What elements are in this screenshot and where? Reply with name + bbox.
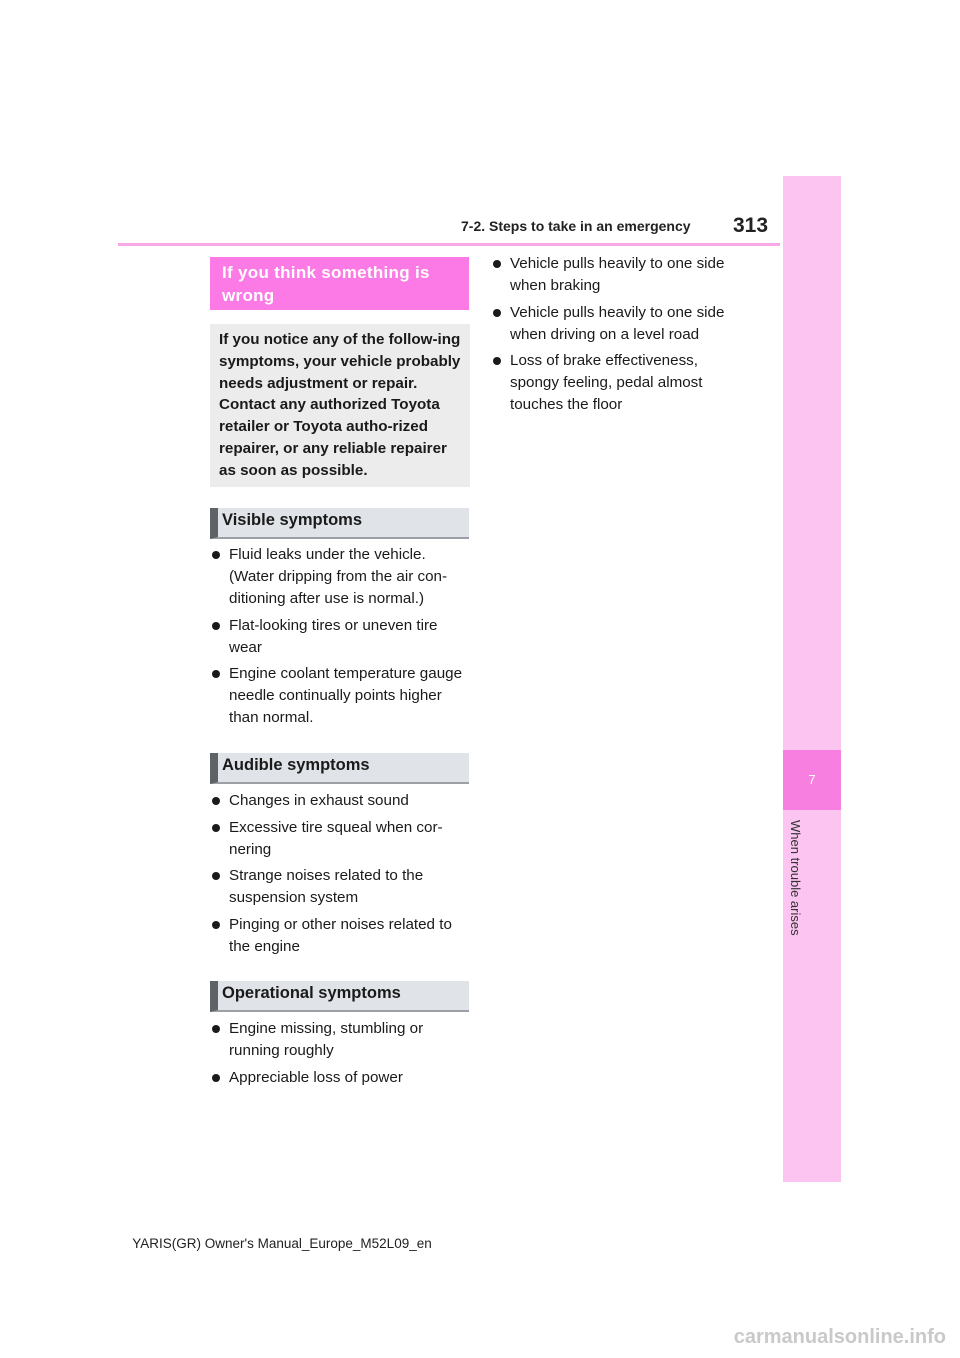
bullet-icon	[212, 872, 220, 880]
bullet-icon	[493, 309, 501, 317]
list-item	[210, 790, 466, 812]
watermark: carmanualsonline.info	[733, 1326, 946, 1348]
list-item	[210, 914, 466, 958]
list-item-text: Fluid leaks under the vehicle. (Water dripping from the air con-ditioning after use is normal.)	[229, 546, 448, 607]
visible-symptoms-heading: Visible symptoms	[210, 508, 469, 539]
list-item	[210, 544, 466, 610]
operational-symptoms-list-continued	[491, 253, 743, 421]
operational-symptoms-heading: Operational symptoms	[210, 981, 469, 1012]
bullet-icon	[212, 1074, 220, 1082]
section-heading: If you think something is wrong	[222, 263, 430, 305]
list-item	[210, 615, 466, 659]
chapter-number: 7	[808, 772, 816, 787]
operational-symptoms-list	[210, 1018, 466, 1093]
list-item-text: Engine missing, stumbling or running roughly	[229, 1020, 424, 1059]
bullet-icon	[212, 1025, 220, 1033]
bullet-icon	[212, 670, 220, 678]
section-title: 7-2. Steps to take in an emergency	[461, 218, 691, 234]
header-rule	[118, 243, 780, 246]
manual-id-footer: YARIS(GR) Owner's Manual_Europe_M52L09_en	[132, 1236, 432, 1251]
list-item	[210, 1018, 466, 1062]
audible-symptoms-heading: Audible symptoms	[210, 753, 469, 784]
notice-text: If you notice any of the follow-ing symptoms, your vehicle probably needs adjustment or repair. Contact any authorized Toyota retailer or Toyota autho-rized repairer, or any reliable repairer as soon as possible.	[219, 331, 461, 479]
list-item-text: Appreciable loss of power	[229, 1068, 403, 1086]
audible-symptoms-list	[210, 790, 466, 962]
bullet-icon	[212, 551, 220, 559]
list-item	[491, 302, 743, 346]
bullet-icon	[493, 357, 501, 365]
list-item	[210, 817, 466, 861]
list-item-text: Loss of brake effectiveness, spongy feeling, pedal almost touches the floor	[510, 352, 703, 413]
list-item	[491, 350, 743, 416]
chapter-label: When trouble arises	[788, 820, 803, 936]
notice-box	[210, 324, 470, 487]
list-item	[210, 1067, 466, 1089]
list-item-text: Strange noises related to the suspension system	[229, 867, 424, 906]
page-number: 313	[733, 214, 769, 237]
list-item-text: Vehicle pulls heavily to one side when driving on a level road	[510, 303, 725, 343]
bullet-icon	[493, 260, 501, 268]
bullet-icon	[212, 921, 220, 929]
side-tab-strip	[783, 176, 841, 1182]
list-item-text: Changes in exhaust sound	[229, 792, 409, 809]
list-item	[210, 865, 466, 909]
list-item-text: Engine coolant temperature gauge needle continually points higher than normal.	[229, 665, 463, 726]
bullet-icon	[212, 797, 220, 805]
bullet-icon	[212, 824, 220, 832]
section-heading-box	[210, 257, 469, 310]
visible-symptoms-list	[210, 544, 466, 734]
list-item-text: Vehicle pulls heavily to one side when braking	[510, 255, 725, 294]
list-item	[491, 253, 743, 297]
list-item-text: Flat-looking tires or uneven tire wear	[229, 616, 438, 656]
list-item-text: Excessive tire squeal when cor-nering	[229, 818, 443, 858]
list-item	[210, 663, 466, 729]
bullet-icon	[212, 622, 220, 630]
list-item-text: Pinging or other noises related to the engine	[229, 915, 452, 955]
